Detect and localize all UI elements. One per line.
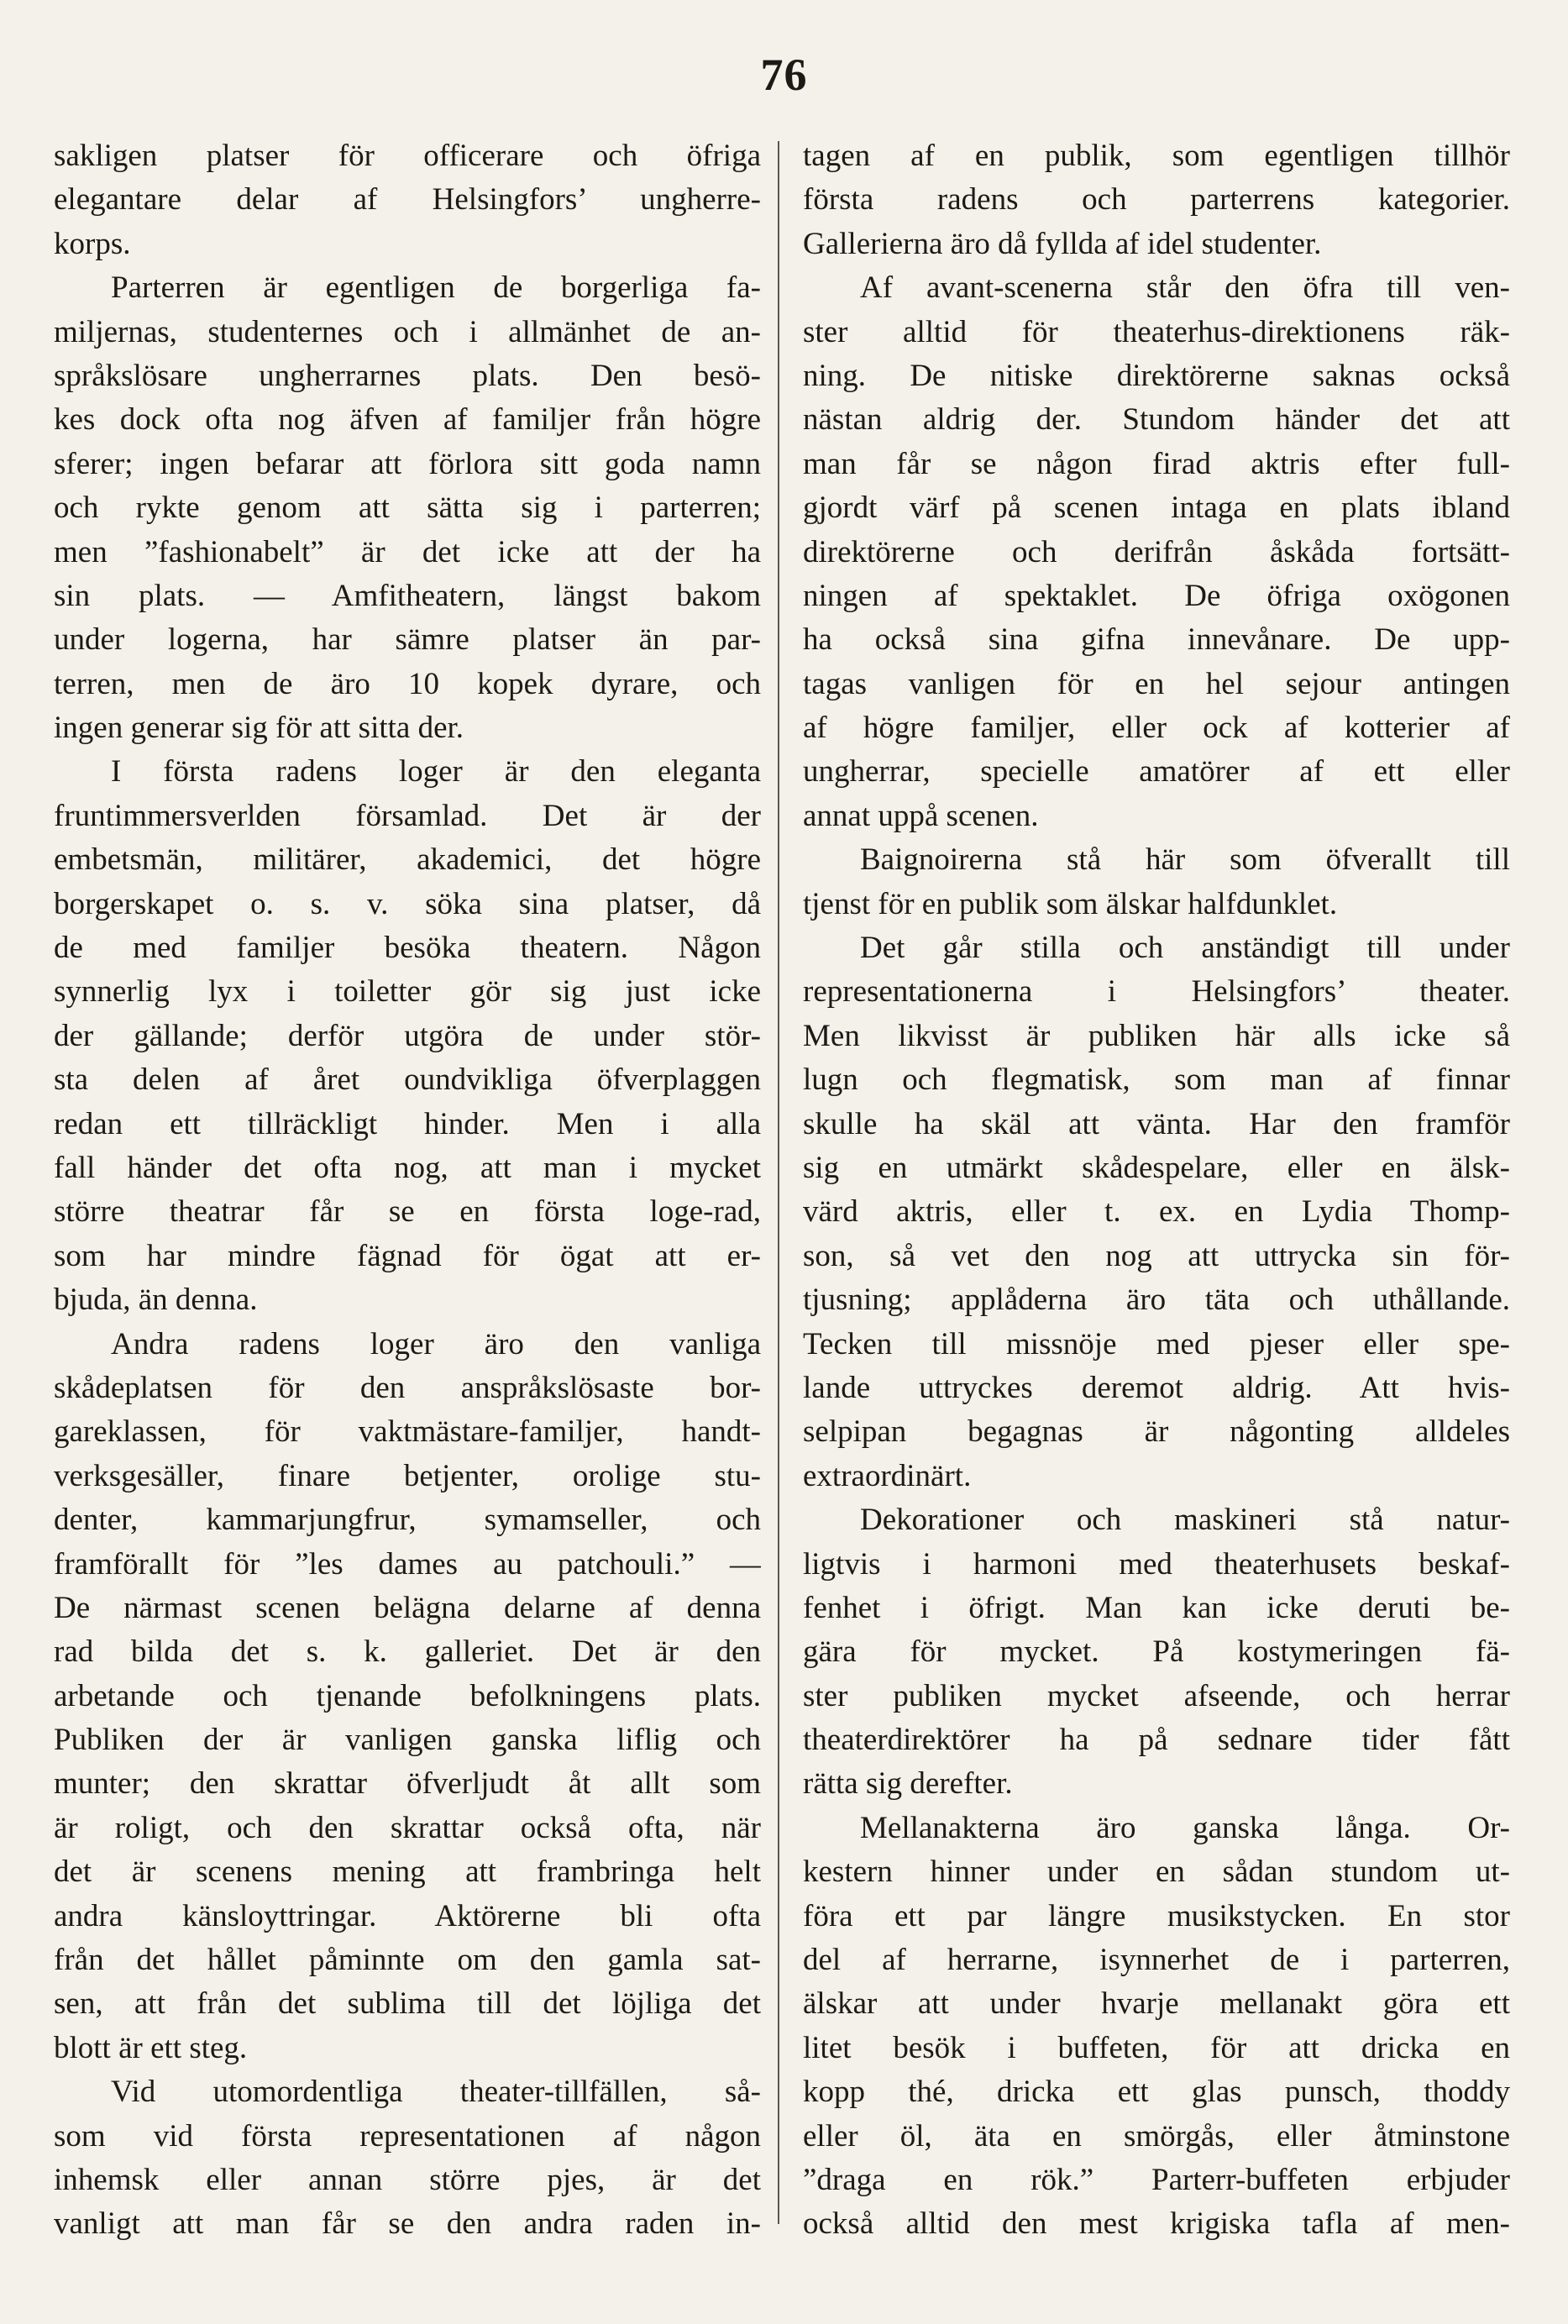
text-line: redan ett tillräckligt hinder. Men i alla [54, 1106, 761, 1141]
text-line: som vid första representationen af någon [54, 2118, 761, 2154]
text-line: tjenst för en publik som älskar halfdunklet. [803, 886, 1338, 921]
text-line: fruntimmersverlden församlad. Det är der [54, 798, 761, 833]
text-line: Parterren är egentligen de borgerliga fa- [111, 270, 761, 306]
text-line: borgerskapet o. s. v. söka sina platser, då [54, 886, 761, 921]
text-line: bjuda, än denna. [54, 1283, 258, 1318]
text-line: det är scenens mening att frambringa helt [54, 1854, 761, 1890]
text-line: synnerlig lyx i toiletter gör sig just icke [54, 974, 761, 1010]
text-line: Tecken till missnöje med pjeser eller spe- [803, 1326, 1510, 1361]
text-line: ster alltid för theaterhus-direktionens räk- [803, 314, 1510, 349]
text-line: vanligt att man får se den andra raden in- [54, 2206, 761, 2242]
text-line: lande uttryckes deremot aldrig. Att hvis- [803, 1370, 1510, 1405]
text-line: miljernas, studenternes och i allmänhet de an- [54, 314, 761, 349]
text-line: Mellanakterna äro ganska långa. Or- [860, 1810, 1510, 1845]
text-line: rätta sig derefter. [803, 1766, 1013, 1802]
text-line: Gallerierna äro då fyllda af idel studenter. [803, 226, 1322, 261]
text-line: Vid utomordentliga theater-tillfällen, så- [111, 2075, 761, 2110]
text-line: theaterdirektörer ha på sednare tider fått [803, 1723, 1510, 1758]
text-line: större theatrar får se en första loge-rad, [54, 1194, 761, 1230]
text-line: ning. De nitiske direktörerne saknas också [803, 358, 1510, 393]
text-line: också alltid den mest krigiska tafla af men- [803, 2206, 1510, 2242]
text-line: gära för mycket. På kostymeringen fä- [803, 1634, 1510, 1670]
text-line: extraordinärt. [803, 1458, 972, 1493]
text-line: de med familjer besöka theatern. Någon [54, 931, 761, 966]
text-line: kopp thé, dricka ett glas punsch, thoddy [803, 2075, 1510, 2110]
text-line: andra känsloyttringar. Aktörerne bli ofta [54, 1898, 761, 1933]
text-line: representationerna i Helsingfors’ theater. [803, 974, 1510, 1010]
text-line: skådeplatsen för den anspråkslösaste bor- [54, 1370, 761, 1405]
text-line: sen, att från det sublima till det löjliga det [54, 1986, 761, 2022]
text-line: embetsmän, militärer, akademici, det högre [54, 842, 761, 878]
text-line: sin plats. — Amfitheatern, längst bakom [54, 578, 761, 613]
text-line: denter, kammarjungfrur, symamseller, och [54, 1503, 761, 1538]
text-line: Det går stilla och anständigt till under [860, 931, 1510, 966]
text-line: nästan aldrig der. Stundom händer det att [803, 402, 1510, 438]
text-line: Men likvisst är publiken här alls icke så [803, 1018, 1510, 1053]
text-line: gjordt värf på scenen intaga en plats ibland [803, 491, 1510, 526]
text-line: inhemsk eller annan större pjes, är det [54, 2162, 761, 2197]
text-line: De närmast scenen belägna delarne af denna [54, 1590, 761, 1625]
text-line: tagen af en publik, som egentligen tillhör [803, 139, 1510, 173]
text-line: ha också sina gifna innevånare. De upp- [803, 622, 1510, 658]
text-line: sferer; ingen befarar att förlora sitt goda namn [54, 446, 761, 481]
text-line: kestern hinner under en sådan stundom ut- [803, 1854, 1510, 1890]
text-line: föra ett par längre musikstycken. En stor [803, 1898, 1510, 1933]
text-line: Andra radens loger äro den vanliga [111, 1326, 761, 1361]
text-line: men ”fashionabelt” är det icke att der ha [54, 534, 761, 569]
text-line: Dekorationer och maskineri stå natur- [860, 1503, 1510, 1538]
text-line: del af herrarne, isynnerhet de i parterren, [803, 1943, 1510, 1978]
text-line: älskar att under hvarje mellanakt göra ett [803, 1986, 1510, 2022]
text-line: språkslösare ungherrarnes plats. Den besö- [54, 358, 761, 393]
text-line: Publiken der är vanligen ganska liflig och [54, 1723, 761, 1758]
text-line: ningen af spektaklet. De öfriga oxögonen [803, 578, 1510, 613]
text-line: verksgesäller, finare betjenter, orolige stu- [54, 1458, 761, 1493]
page-number: 76 [760, 50, 808, 100]
text-line: och rykte genom att sätta sig i parterren; [54, 491, 761, 526]
text-line: gareklassen, för vaktmästare-familjer, handt- [54, 1414, 761, 1450]
text-line: är roligt, och den skrattar också ofta, när [54, 1810, 761, 1845]
text-line: ingen generar sig för att sitta der. [54, 711, 464, 746]
text-line: selpipan begagnas är någonting alldeles [803, 1414, 1510, 1450]
text-line: son, så vet den nog att uttrycka sin för- [803, 1238, 1510, 1273]
text-line: Baignoirerna stå här som öfverallt till [860, 842, 1510, 878]
text-line: fall händer det ofta nog, att man i mycket [54, 1150, 761, 1185]
text-line: framförallt för ”les dames au patchouli.” — [54, 1546, 761, 1582]
text-line: rad bilda det s. k. galleriet. Det är den [54, 1634, 761, 1670]
text-line: direktörerne och derifrån åskåda fortsätt- [803, 534, 1510, 569]
text-line: skulle ha skäl att vänta. Har den framför [803, 1106, 1510, 1141]
text-line: som har mindre fägnad för ögat att er- [54, 1238, 761, 1273]
text-line: lugn och flegmatisk, som man af finnar [803, 1062, 1510, 1098]
text-line: arbetande och tjenande befolkningens plats. [54, 1678, 761, 1713]
column-divider [778, 141, 779, 2224]
text-line: ligtvis i harmoni med theaterhusets beskaf- [803, 1546, 1510, 1582]
text-line: sakligen platser för officerare och öfriga [54, 139, 761, 173]
left-column [54, 134, 761, 2247]
text-line: Af avant-scenerna står den öfra till ven- [860, 270, 1510, 306]
text-line: från det hållet påminnte om den gamla sat- [54, 1943, 761, 1978]
text-line: ster publiken mycket afseende, och herrar [803, 1678, 1510, 1713]
text-line: kes dock ofta nog äfven af familjer från högre [54, 402, 761, 438]
text-line: annat uppå scenen. [803, 798, 1039, 833]
text-line: der gällande; derför utgöra de under stör- [54, 1018, 761, 1053]
text-line: ungherrar, specielle amatörer af ett eller [803, 754, 1510, 790]
text-line: värd aktris, eller t. ex. en Lydia Thomp- [803, 1194, 1510, 1230]
text-line: tagas vanligen för en hel sejour antingen [803, 666, 1510, 701]
text-line: under logerna, har sämre platser än par- [54, 622, 761, 658]
text-line: ”draga en rök.” Parterr-buffeten erbjuder [803, 2162, 1510, 2197]
text-line: första radens och parterrens kategorier. [803, 182, 1510, 218]
text-line: elegantare delar af Helsingfors’ ungherre- [54, 182, 761, 218]
right-column [803, 134, 1510, 2247]
text-line: terren, men de äro 10 kopek dyrare, och [54, 666, 761, 701]
text-line: I första radens loger är den eleganta [111, 754, 761, 790]
text-line: eller öl, äta en smörgås, eller åtminstone [803, 2118, 1510, 2154]
text-line: blott är ett steg. [54, 2030, 248, 2065]
text-line: man får se någon firad aktris efter full- [803, 446, 1510, 481]
text-line: korps. [54, 226, 131, 261]
text-line: tjusning; applåderna äro täta och uthållande. [803, 1283, 1510, 1318]
text-line: sta delen af året oundvikliga öfverplaggen [54, 1062, 761, 1098]
text-line: fenhet i öfrigt. Man kan icke deruti be- [803, 1590, 1510, 1625]
text-line: litet besök i buffeten, för att dricka en [803, 2030, 1510, 2065]
text-line: munter; den skrattar öfverljudt åt allt som [54, 1766, 761, 1802]
text-line: af högre familjer, eller ock af kotterier af [803, 711, 1510, 746]
text-line: sig en utmärkt skådespelare, eller en älsk- [803, 1150, 1510, 1185]
